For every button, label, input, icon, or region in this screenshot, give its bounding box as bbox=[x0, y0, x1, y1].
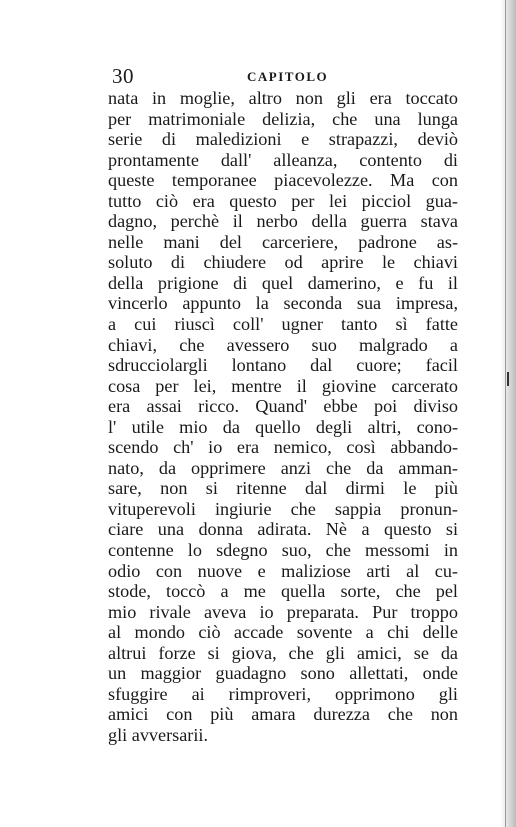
page-number: 30 bbox=[112, 64, 134, 88]
text-line: per matrimoniale delizia, che una lunga bbox=[108, 108, 458, 129]
text-line: stode, toccò a me quella sorte, che pel bbox=[108, 581, 458, 602]
text-line: altrui forze si giova, che gli amici, se da bbox=[108, 642, 458, 663]
text-line: dagno, perchè il nerbo della guerra stava bbox=[108, 211, 458, 232]
running-head: CAPITOLO bbox=[247, 69, 329, 84]
text-line: nato, da opprimere anzi che da amman- bbox=[108, 457, 458, 478]
text-line: soluto di chiudere od aprire le chiavi bbox=[108, 252, 458, 273]
text-line: al mondo ciò accade sovente a chi delle bbox=[108, 622, 458, 643]
text-line: sdrucciolargli lontano dal cuore; facil bbox=[108, 355, 458, 376]
text-line: amici con più amara durezza che non bbox=[108, 704, 458, 725]
text-line: sare, non si ritenne dal dirmi le più bbox=[108, 478, 458, 499]
text-line: sfuggire ai rimproveri, opprimono gli bbox=[108, 683, 458, 704]
text-line: odio con nuove e maliziose arti al cu- bbox=[108, 560, 458, 581]
margin-mark bbox=[507, 372, 509, 386]
text-line: ciare una donna adirata. Nè a questo si bbox=[108, 519, 458, 540]
text-line: vincerlo appunto la seconda sua impresa, bbox=[108, 293, 458, 314]
text-line: tutto ciò era questo per lei picciol gua- bbox=[108, 190, 458, 211]
text-line: un maggior guadagno sono allettati, onde bbox=[108, 663, 458, 684]
text-line: vituperevoli ingiurie che sappia pronun- bbox=[108, 498, 458, 519]
body-text bbox=[108, 88, 458, 746]
text-line: era assai ricco. Quand' ebbe poi diviso bbox=[108, 396, 458, 417]
page-header bbox=[112, 64, 457, 90]
text-line: l' utile mio da quello degli altri, cono- bbox=[108, 416, 458, 437]
text-line: nelle mani del carceriere, padrone as- bbox=[108, 231, 458, 252]
text-line: della prigione di quel damerino, e fu il bbox=[108, 272, 458, 293]
text-line: gli avversarii. bbox=[108, 724, 208, 745]
text-line: contenne lo sdegno suo, che messomi in bbox=[108, 540, 458, 561]
page-edge bbox=[505, 0, 516, 827]
text-line: serie di maledizioni e strapazzi, deviò bbox=[108, 129, 458, 150]
text-line: cosa per lei, mentre il giovine carcerato bbox=[108, 375, 458, 396]
text-line: nata in moglie, altro non gli era toccato bbox=[108, 88, 458, 108]
text-line: prontamente dall' alleanza, contento di bbox=[108, 149, 458, 170]
text-line: a cui riuscì coll' ugner tanto sì fatte bbox=[108, 314, 458, 335]
text-line: chiavi, che avessero suo malgrado a bbox=[108, 334, 458, 355]
text-line: queste temporanee piacevolezze. Ma con bbox=[108, 170, 458, 191]
text-line: mio rivale aveva io preparata. Pur troppo bbox=[108, 601, 458, 622]
text-line: scendo ch' io era nemico, così abbando- bbox=[108, 437, 458, 458]
